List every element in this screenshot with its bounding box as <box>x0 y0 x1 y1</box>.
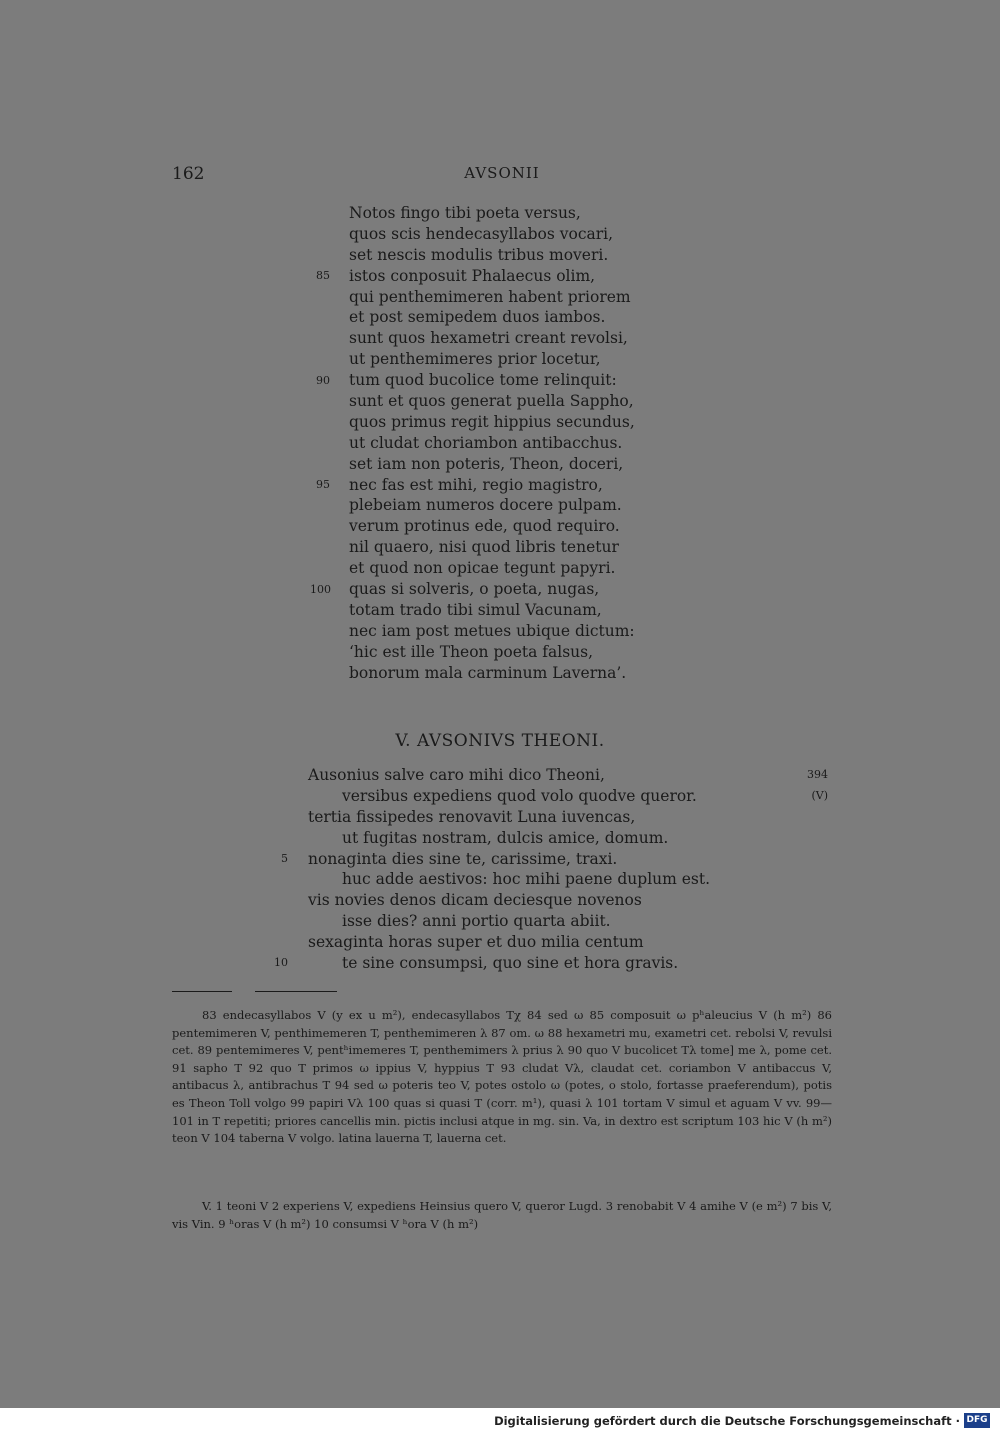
verse-line: quos primus regit hippius secundus, <box>349 412 635 431</box>
verse-line: quas si solveris, o poeta, nugas, <box>349 580 600 599</box>
line-number: 100 <box>310 583 331 596</box>
verse-line: nonaginta dies sine te, carissime, traxi. <box>308 849 618 868</box>
apparatus-notes <box>172 1007 832 1148</box>
verse-line: tertia fissipedes renovavit Luna iuvencas, <box>308 807 636 826</box>
page-number: 162 <box>172 164 205 184</box>
apparatus-paragraph: 83 endecasyllabos V (y ex u m²), endecasyllabos Tχ 84 sed ω 85 composuit ω pʰaleucius V (h m²) 86 pentemimeren V, penthimemeren T, penthemimeren λ 87 om. ω 88 hexametri mu, exametri cet. rebolsi V, revulsi cet. 89 pentemimeres V, pentʰimemeres T, penthemimers λ prius λ 90 quo V bucolicet Tλ tome] me λ, pome cet. 91 sapho T 92 quo T primos ω ippius V, hyppius T 93 cludat Vλ, claudat cet. coriambon V antibaccus V, antibacus λ, antibrachus T 94 sed ω poteris teo V, potes ostolo ω (potes, o stolo, fortasse praeferendum), potis es Theon Toll volgo 99 papiri Vλ 100 quas si quasi T (corr. m¹), quasi λ 101 tortam V simul et aguam V vv. 99—101 in T repetiti; priores cancellis min. pictis inclusi atque in mg. sin. Va, in dextro est scriptum 103 hic V (h m²) teon V 104 taberna V volgo. latina lauerna T, lauerna cet. <box>172 1008 832 1146</box>
line-number: 10 <box>274 956 288 969</box>
verse-line: sunt et quos generat puella Sappho, <box>349 392 634 411</box>
section-title: V. AVSONIVS THEONI. <box>395 731 605 751</box>
line-number: 95 <box>316 478 330 491</box>
verse-line: ‘hic est ille Theon poeta falsus, <box>349 642 594 661</box>
epistle-block <box>308 765 710 974</box>
verse-line: verum protinus ede, quod requiro. <box>349 517 620 536</box>
verse-line: vis novies denos dicam deciesque novenos <box>308 891 642 910</box>
verse-line: huc adde aestivos: hoc mihi paene duplum est. <box>342 870 711 889</box>
verse-line: bonorum mala carminum Laverna’. <box>349 663 627 682</box>
footnote-rule-dashed <box>255 991 337 992</box>
dfg-logo-icon: DFG <box>964 1413 990 1428</box>
verse-line: isse dies? anni portio quarta abiit. <box>342 912 611 931</box>
running-head: AVSONII <box>464 164 540 182</box>
apparatus-paragraph: V. 1 teoni V 2 experiens V, expediens Heinsius quero V, queror Lugd. 3 renobabit V 4 amihe V (e m²) 7 bis V, vis Vin. 9 ʰoras V (h m²) 10 consumsi V ʰora V (h m²) <box>172 1199 832 1231</box>
verse-line: nec iam post metues ubique dictum: <box>349 621 635 640</box>
apparatus-notes-v <box>172 1198 832 1233</box>
verse-line: ut penthemimeres prior locetur, <box>349 350 601 369</box>
footnote-rule <box>172 991 232 992</box>
line-number: 5 <box>281 852 288 865</box>
verse-line: sunt quos hexametri creant revolsi, <box>349 329 628 348</box>
verse-line: Notos fingo tibi poeta versus, <box>349 204 581 222</box>
verse-line: nec fas est mihi, regio magistro, <box>349 475 603 494</box>
verse-line: sexaginta horas super et duo milia centum <box>308 933 644 952</box>
verse-line: ut cludat choriambon antibacchus. <box>349 433 623 452</box>
line-number: 90 <box>316 374 330 387</box>
poem-block <box>349 203 635 683</box>
verse-line: totam trado tibi simul Vacunam, <box>349 600 602 619</box>
funding-notice: Digitalisierung gefördert durch die Deutsche Forschungsgemeinschaft · <box>494 1414 960 1428</box>
footer-bar <box>0 1408 1000 1434</box>
margin-reference: 394 <box>807 768 828 781</box>
verse-line: tum quod bucolice tome relinquit: <box>349 371 617 390</box>
verse-line: et quod non opicae tegunt papyri. <box>349 559 616 578</box>
verse-line: ut fugitas nostram, dulcis amice, domum. <box>342 828 669 847</box>
verse-line: quos scis hendecasyllabos vocari, <box>349 224 614 243</box>
page-header <box>172 164 832 186</box>
verse-line: Ausonius salve caro mihi dico Theoni, <box>308 766 605 784</box>
verse-line: et post semipedem duos iambos. <box>349 308 606 327</box>
verse-line: istos conposuit Phalaecus olim, <box>349 266 596 285</box>
verse-line: versibus expediens quod volo quodve queror. <box>342 786 697 805</box>
verse-line: nil quaero, nisi quod libris tenetur <box>349 538 619 557</box>
verse-line: set nescis modulis tribus moveri. <box>349 245 609 264</box>
margin-reference: (V) <box>811 789 828 802</box>
line-number: 85 <box>316 269 330 282</box>
verse-line: qui penthemimeren habent priorem <box>349 287 631 306</box>
verse-line: set iam non poteris, Theon, doceri, <box>349 454 624 473</box>
verse-line: plebeiam numeros docere pulpam. <box>349 496 622 515</box>
verse-line: te sine consumpsi, quo sine et hora gravis. <box>342 954 679 973</box>
